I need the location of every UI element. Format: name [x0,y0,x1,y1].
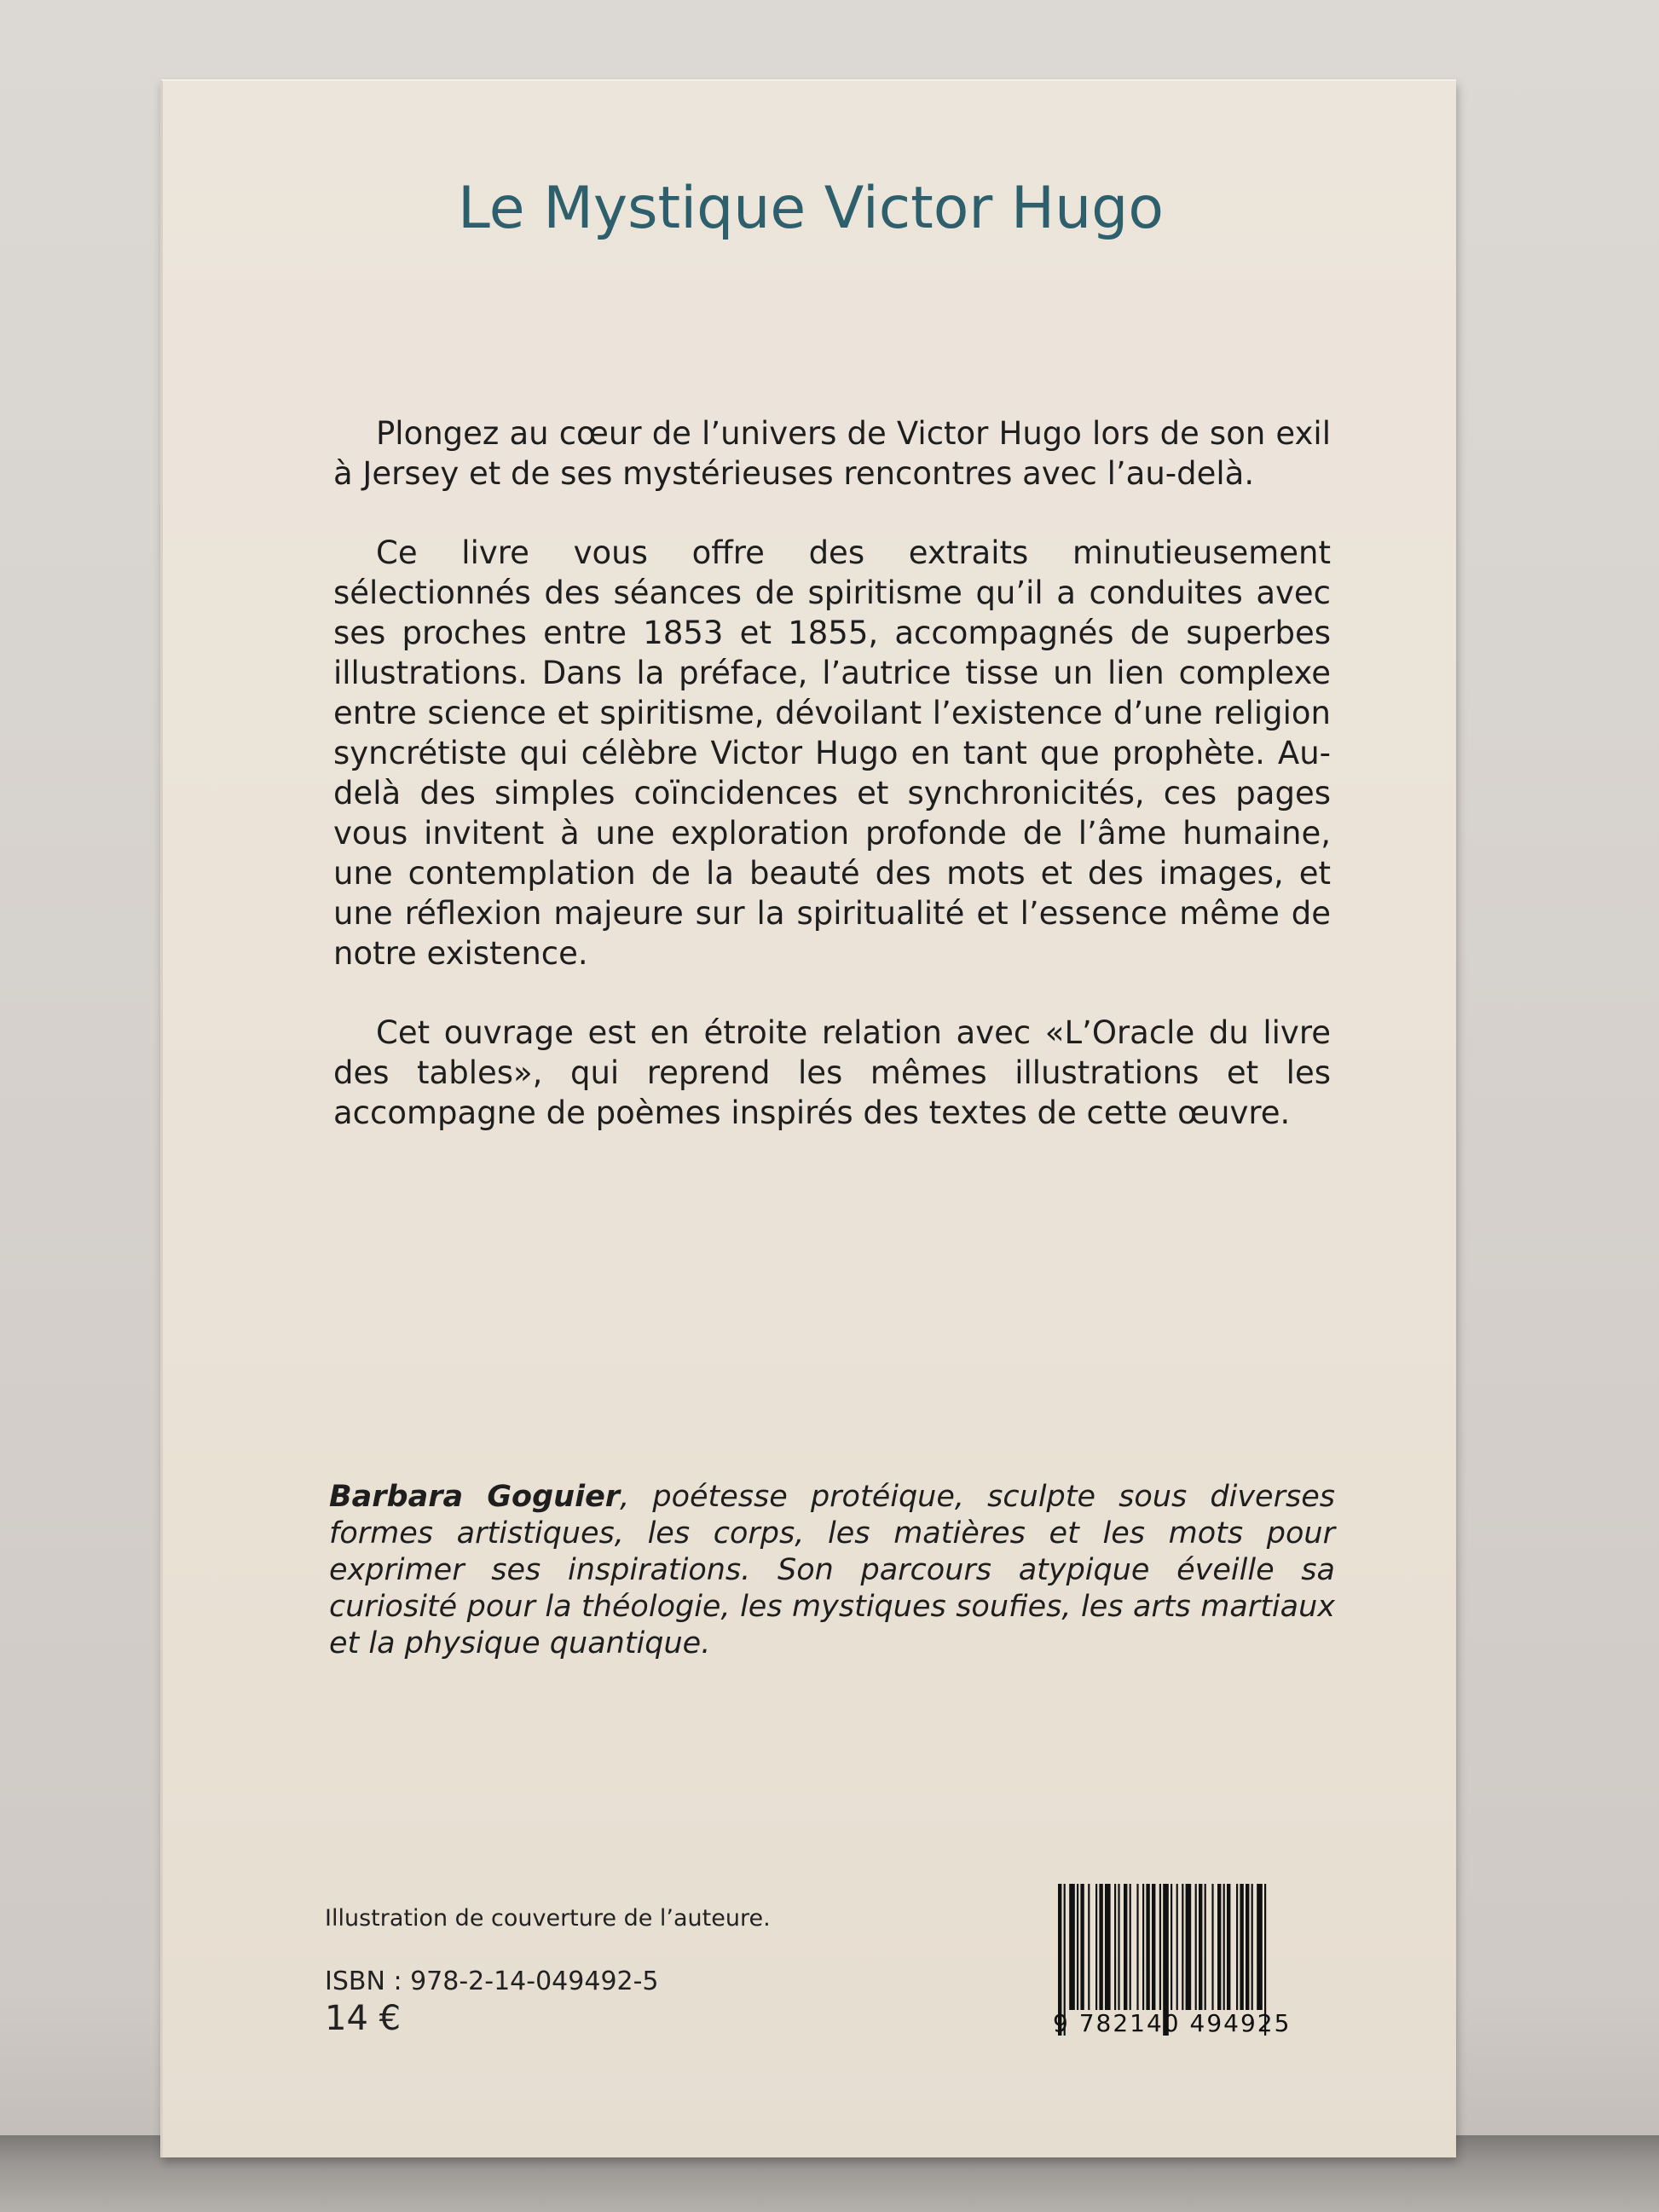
book-back-cover [160,79,1456,2157]
blurb-paragraph-2: Ce livre vous offre des extraits minutieusement sélectionnés des séances de spiritisme qu’il a conduites avec ses proches entre 1853 et 1855, accompagnés de superbes illustrations. Dans la préface, l’autrice tisse un lien complexe entre science et spiritisme, dévoilant l’existence d’une religion syncrétiste qui célèbre Victor Hugo en tant que prophète. Au-delà des simples coïncidences et synchronicités, ces pages vous invitent à une exploration profonde de l’âme humaine, une contemplation de la beauté des mots et des images, et une réflexion majeure sur la spiritualité et l’essence même de notre existence. [333,534,1331,972]
blurb-paragraph-3: Cet ouvrage est en étroite relation avec «L’Oracle du livre des tables», qui reprend les mêmes illustrations et les accompagne de poèmes inspirés des textes de cette œuvre. [333,1014,1331,1131]
price: 14 € [325,1999,402,2038]
isbn: ISBN : 978-2-14-049492-5 [325,1967,659,1996]
barcode-digits: 9 782140 494925 [1053,2009,1292,2037]
author-bio-text: , poétesse protéique, sculpte sous diverses formes artistiques, les corps, les matières et les mots pour exprimer ses inspirations. Son parcours atypique éveille sa curiosité pour la théologie, les mystiques soufies, les arts martiaux et la physique quantique. [329,1480,1335,1660]
cover-illustration-credit: Illustration de couverture de l’auteure. [325,1905,771,1932]
author-bio [329,1479,1335,1662]
blurb-paragraph-1: Plongez au cœur de l’univers de Victor Hugo lors de son exil à Jersey et de ses mystérieuses rencontres avec l’au-delà. [333,415,1331,492]
blurb [333,413,1331,1172]
author-name: Barbara Goguier [329,1480,621,1514]
book-title: Le Mystique Victor Hugo [458,175,1164,242]
